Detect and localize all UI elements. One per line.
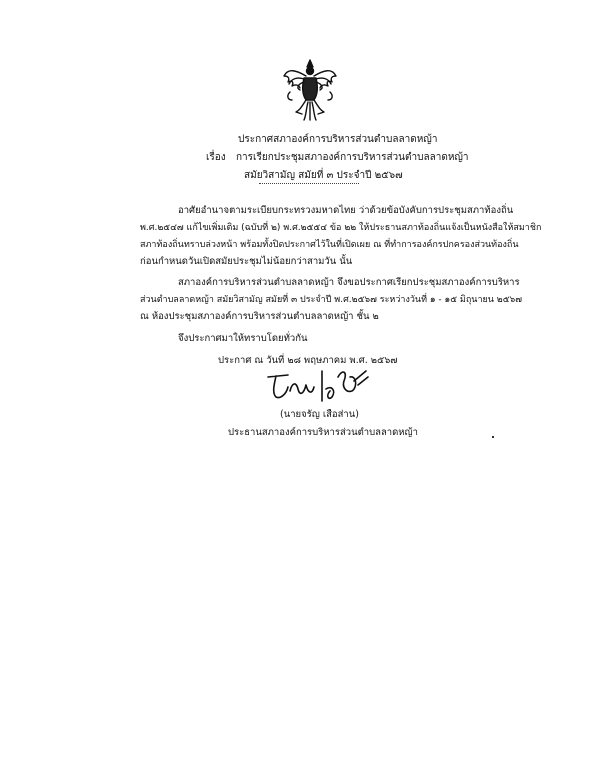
signer-name: (นายจรัญ เสือส่าน) (280, 409, 359, 420)
announcement-date: ประกาศ ณ วันที่ ๒๘ พฤษภาคม พ.ศ. ๒๕๖๗ (218, 355, 398, 366)
closing-statement: จึงประกาศมาให้ทราบโดยทั่วกัน (178, 333, 308, 344)
paragraph-2-line-2: ส่วนตำบลลาดหญ้า สมัยวิสามัญ สมัยที่ ๓ ประจำปี พ.ศ.๒๕๖๗ ระหว่างวันที่ ๑ - ๑๕ มิถุนายน ๒๕๖๗ (140, 295, 523, 305)
paragraph-1-line-3: สภาท้องถิ่นทราบล่วงหน้า พร้อมทั้งปิดประกาศไว้ในที่เปิดเผย ณ ที่ทำการองค์กรปกครองส่วนท้องถิ่น (140, 240, 519, 250)
paragraph-1-line-4: ก่อนกำหนดวันเปิดสมัยประชุมไม่น้อยกว่าสามวัน นั้น (140, 256, 353, 267)
paragraph-2-line-1: สภาองค์การบริหารส่วนตำบลลาดหญ้า จึงขอประกาศเรียกประชุมสภาองค์การบริหาร (178, 277, 520, 288)
garuda-emblem-icon (282, 58, 338, 122)
header-divider (259, 183, 359, 184)
paragraph-1-line-1: อาศัยอำนาจตามระเบียบกระทรวงมหาดไทย ว่าด้วยข้อบังคับการประชุมสภาท้องถิ่น (178, 205, 514, 216)
announcement-title: ประกาศสภาองค์การบริหารส่วนตำบลลาดหญ้า (238, 134, 438, 145)
paragraph-1-line-2: พ.ศ.๒๕๔๗ แก้ไขเพิ่มเติม (ฉบับที่ ๒) พ.ศ.๒๕๕๔ ข้อ ๒๒ ให้ประธานสภาท้องถิ่นแจ้งเป็นหนังสือให้สมาชิก (140, 223, 542, 233)
signature-image (262, 367, 372, 405)
paragraph-2-line-3: ณ ห้องประชุมสภาองค์การบริหารส่วนตำบลลาดหญ้า ชั้น ๒ (140, 311, 379, 322)
signer-title: ประธานสภาองค์การบริหารส่วนตำบลลาดหญ้า (228, 427, 418, 438)
subject-text: การเรียกประชุมสภาองค์การบริหารส่วนตำบลลาดหญ้า (236, 152, 469, 163)
subject-label: เรื่อง (206, 152, 226, 163)
session-line: สมัยวิสามัญ สมัยที่ ๓ ประจำปี ๒๕๖๗ (244, 170, 403, 181)
scan-speck (492, 436, 494, 438)
